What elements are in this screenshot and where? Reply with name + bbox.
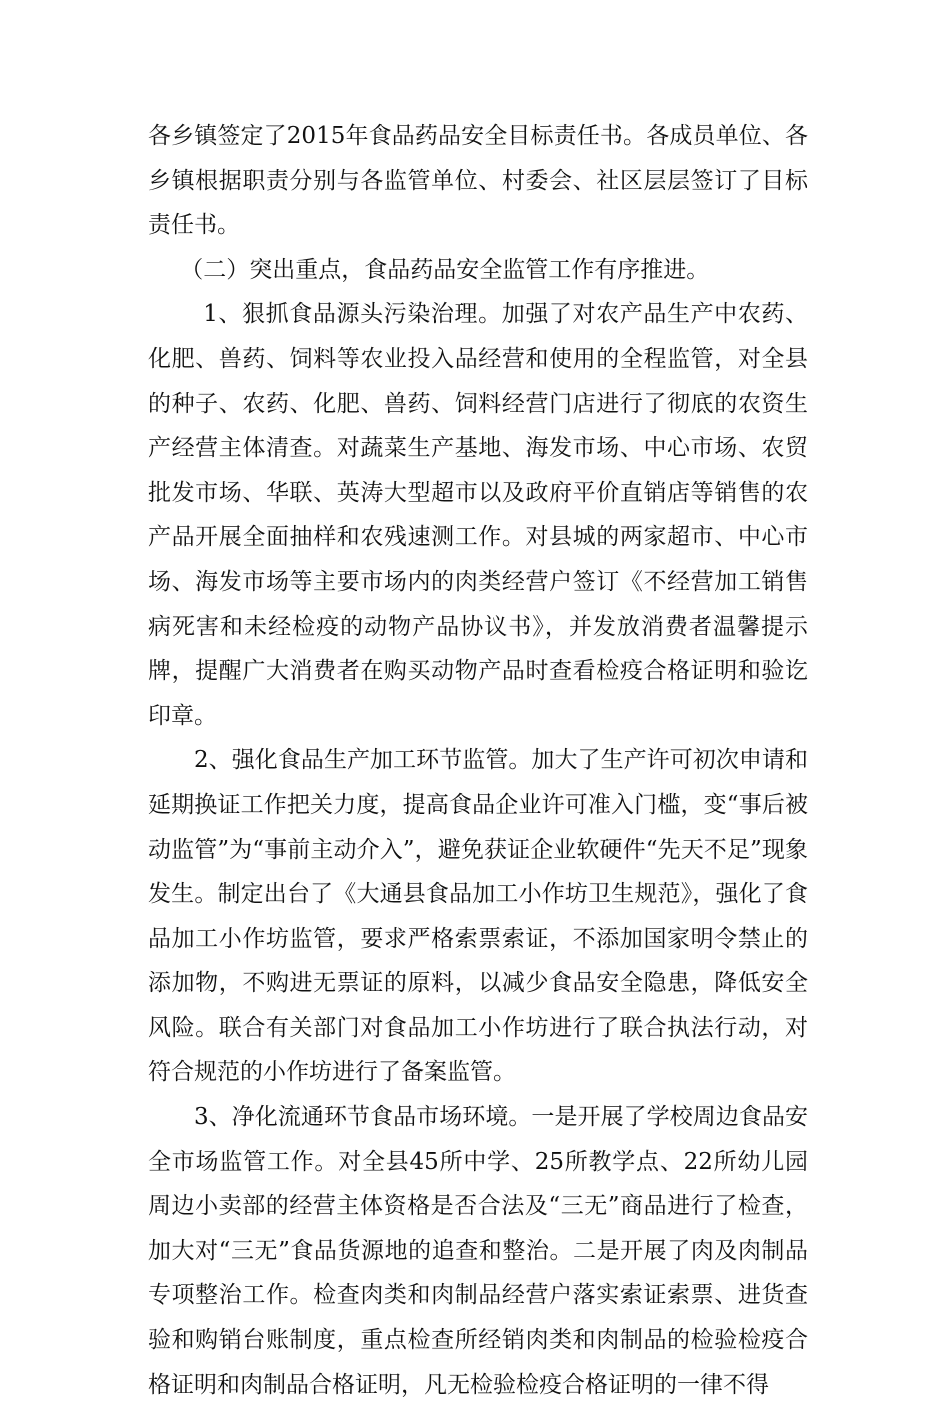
section-heading-2: （二）突出重点，食品药品安全监管工作有序推进。: [180, 256, 710, 283]
paragraph-item-3: 3、净化流通环节食品市场环境。一是开展了学校周边食品安全市场监管工作。对全县45所中学、25所教学点、22所幼儿园周边小卖部的经营主体资格是否合法及“三无”商品进行了检查，加大对“三无”食品货源地的追查和整治。二是开展了肉及肉制品专项整治工作。检查肉类和肉制品经营户落实索证索票、进货查验和购销台账制度，重点检查所经销肉类和肉制品的检验检疫合格证明和肉制品合格证明，凡无检验检疫合格证明的一律不得: [148, 1104, 808, 1398]
paragraph-target-responsibility: 各乡镇签定了2015年食品药品安全目标责任书。各成员单位、各乡镇根据职责分别与各监管单位、村委会、社区层层签订了目标责任书。: [148, 123, 808, 239]
document-body: [148, 114, 808, 1407]
paragraph-item-2: 2、强化食品生产加工环节监管。加大了生产许可初次申请和延期换证工作把关力度，提高食品企业许可准入门槛，变“事后被动监管”为“事前主动介入”，避免获证企业软硬件“先天不足”现象发生。制定出台了《大通县食品加工小作坊卫生规范》，强化了食品加工小作坊监管，要求严格索票索证，不添加国家明令禁止的添加物，不购进无票证的原料，以减少食品安全隐患，降低安全风险。联合有关部门对食品加工小作坊进行了联合执法行动，对符合规范的小作坊进行了备案监管。: [148, 747, 808, 1086]
paragraph-item-1: 1、狠抓食品源头污染治理。加强了对农产品生产中农药、化肥、兽药、饲料等农业投入品经营和使用的全程监管，对全县的种子、农药、化肥、兽药、饲料经营门店进行了彻底的农资生产经营主体清查。对蔬菜生产基地、海发市场、中心市场、农贸批发市场、华联、英涛大型超市以及政府平价直销店等销售的农产品开展全面抽样和农残速测工作。对县城的两家超市、中心市场、海发市场等主要市场内的肉类经营户签订《不经营加工销售病死害和未经检疫的动物产品协议书》，并发放消费者温馨提示牌，提醒广大消费者在购买动物产品时查看检疫合格证明和验讫印章。: [148, 301, 808, 729]
